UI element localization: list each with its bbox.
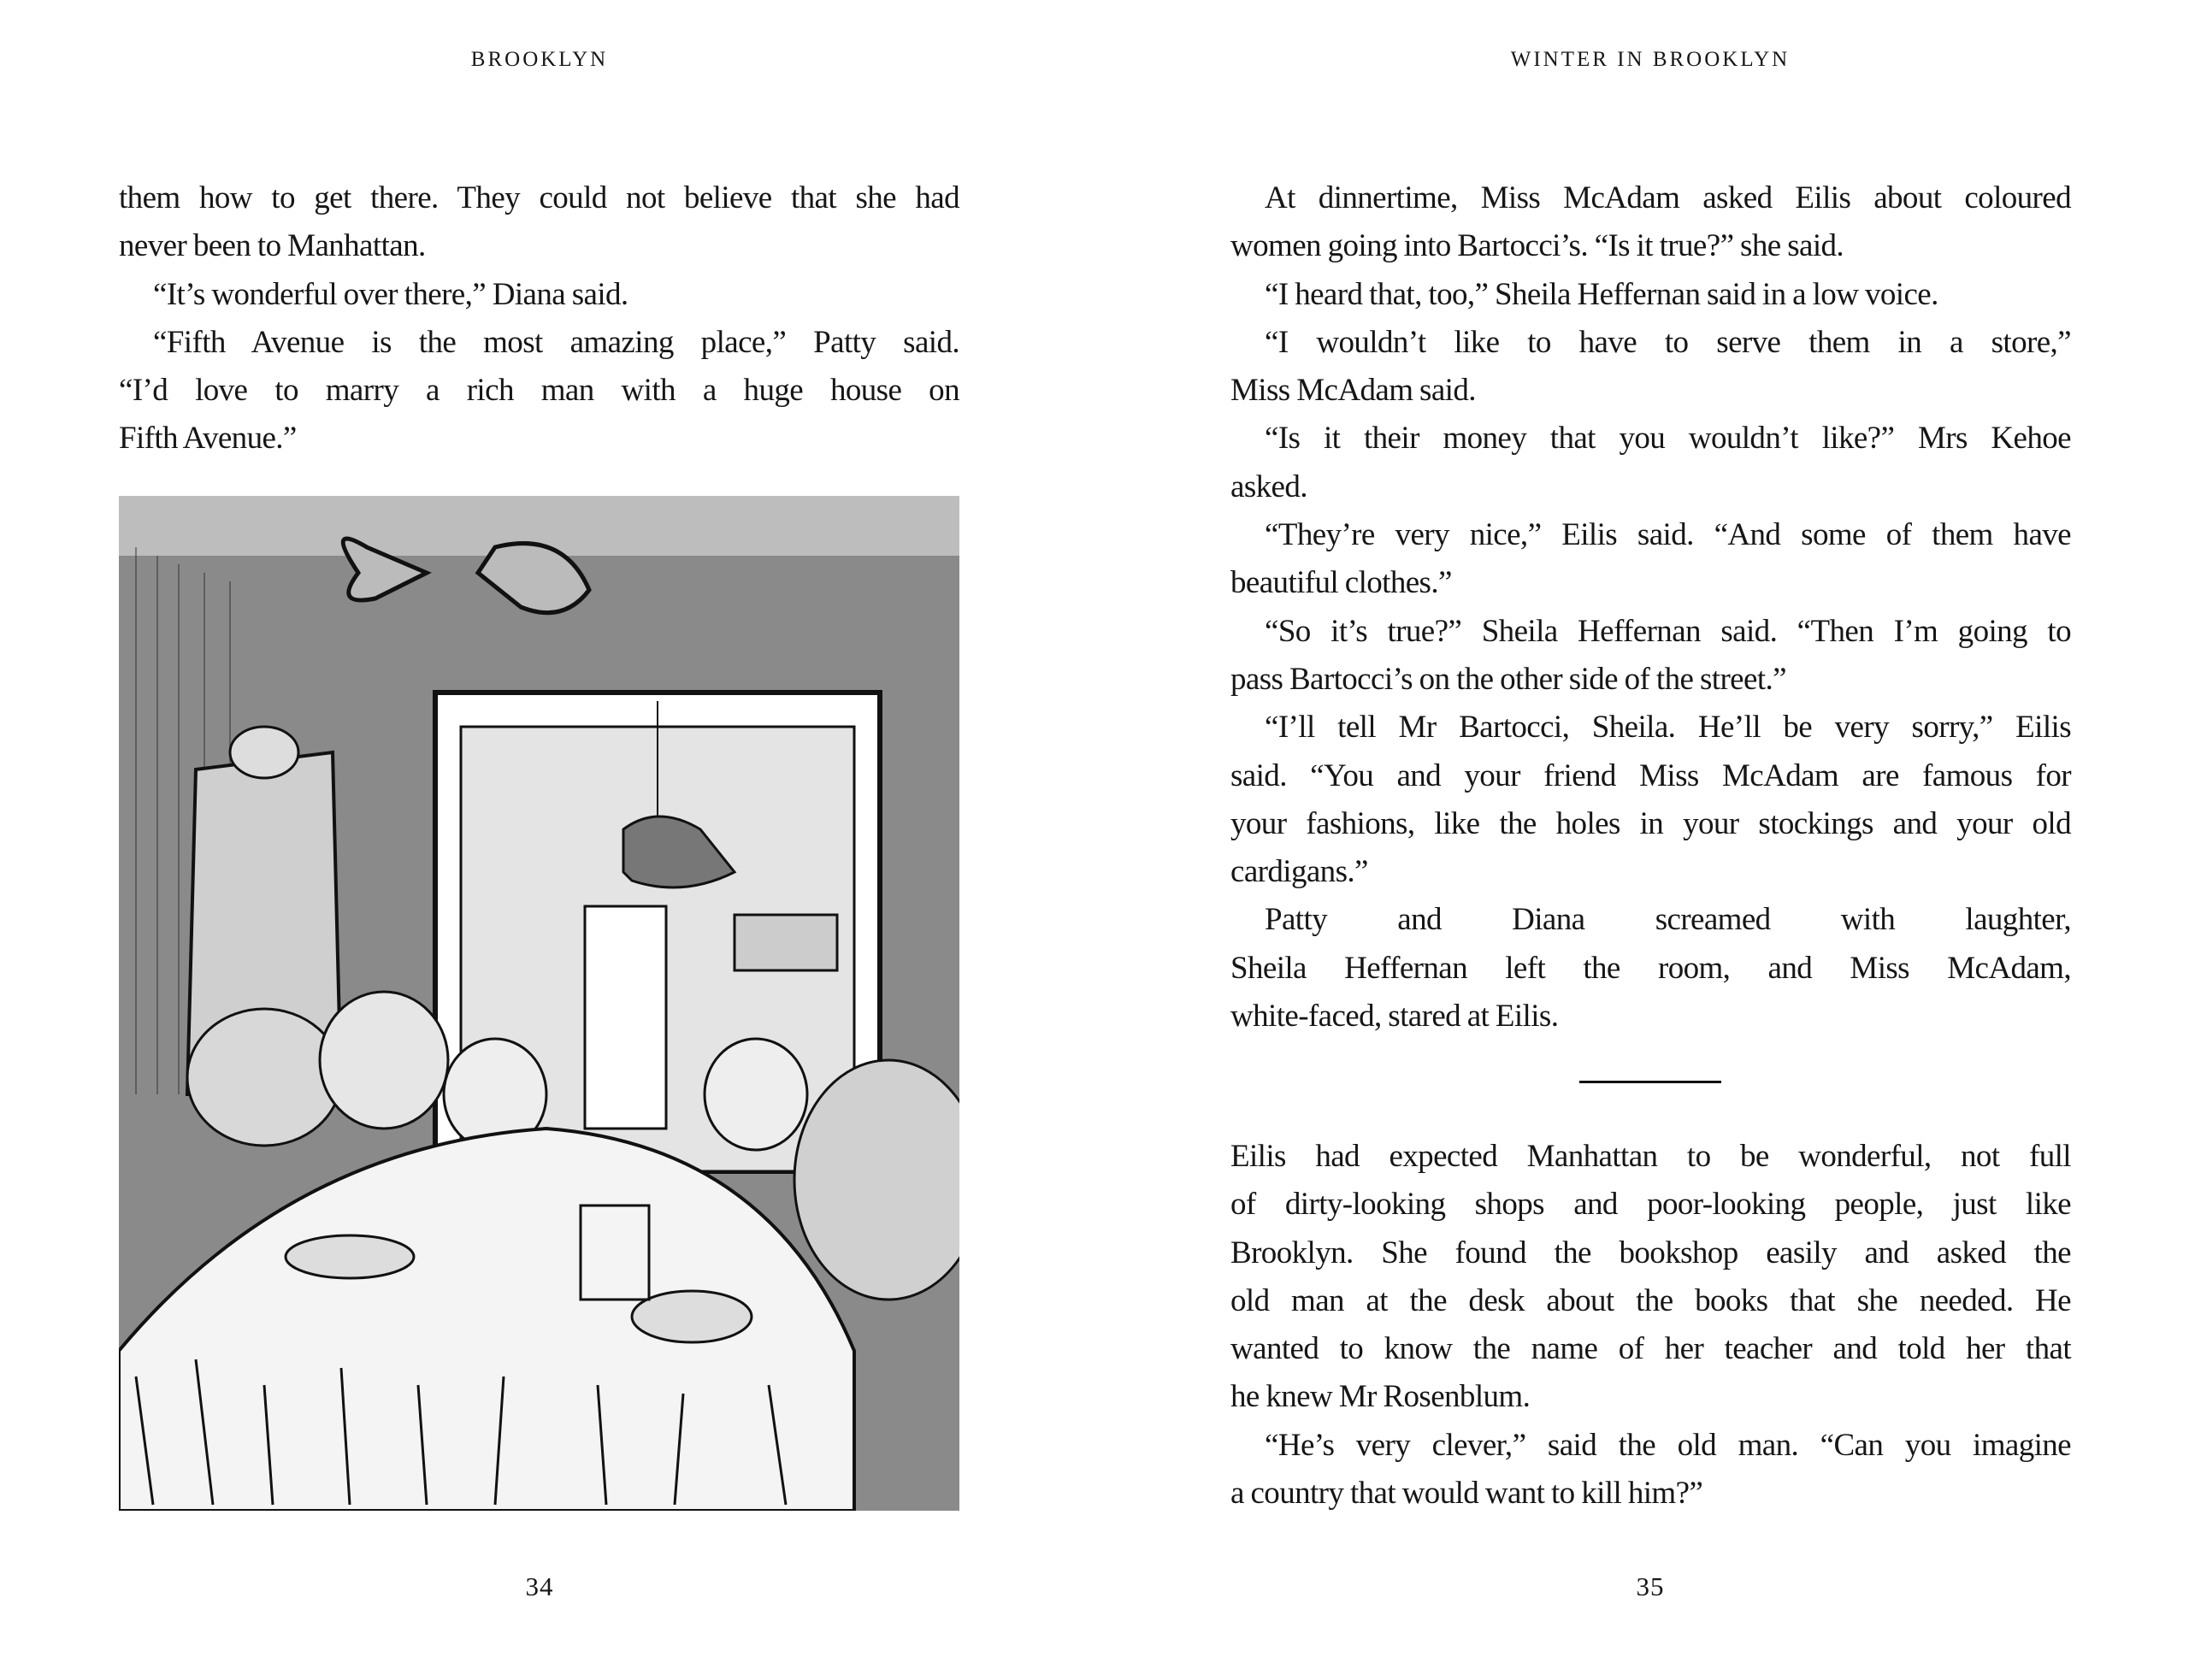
text-line: Fifth Avenue.” xyxy=(119,421,297,457)
text-line: never been to Manhattan. xyxy=(119,228,426,264)
text-line: your fashions, like the holes in your stockings and your old xyxy=(1230,805,2071,841)
text-line: of dirty-looking shops and poor-looking people, just like xyxy=(1230,1187,2071,1223)
text-line: he knew Mr Rosenblum. xyxy=(1230,1379,1531,1415)
text-line: white-faced, stared at Eilis. xyxy=(1230,999,1559,1035)
running-head-left: BROOKLYN xyxy=(470,48,609,71)
text-line: “It’s wonderful over there,” Diana said. xyxy=(153,276,628,312)
text-line: cardigans.” xyxy=(1230,854,1368,890)
paragraph xyxy=(1230,1133,2071,1422)
paragraph xyxy=(119,271,959,319)
text-line: wanted to know the name of her teacher and told her that xyxy=(1230,1331,2071,1367)
text-line: said. “You and your friend Miss McAdam are famous for xyxy=(1230,757,2071,793)
paragraph xyxy=(1230,704,2071,896)
paragraph xyxy=(1230,608,2071,704)
text-line: “They’re very nice,” Eilis said. “And some of them have xyxy=(1265,517,2071,553)
paragraph xyxy=(119,174,959,271)
paragraph xyxy=(1230,511,2071,608)
page-number-right: 35 xyxy=(1636,1571,1665,1601)
dining-room-illustration xyxy=(119,496,959,1511)
text-line: Eilis had expected Manhattan to be wonderful, not full xyxy=(1230,1139,2071,1174)
text-line: beautiful clothes.” xyxy=(1230,565,1452,601)
text-line: them how to get there. They could not believe that she had xyxy=(119,180,959,215)
text-line: women going into Bartocci’s. “Is it true?” she said. xyxy=(1230,228,1844,264)
paragraph xyxy=(1230,174,2071,271)
text-line: pass Bartocci’s on the other side of the street.” xyxy=(1230,661,1786,697)
text-line: “So it’s true?” Sheila Heffernan said. “Then I’m going to xyxy=(1265,613,2071,649)
text-line: “He’s very clever,” said the old man. “Can you imagine xyxy=(1265,1427,2071,1463)
text-line: “I wouldn’t like to have to serve them in a store,” xyxy=(1265,324,2071,360)
text-line: “Fifth Avenue is the most amazing place,” Patty said. xyxy=(153,324,959,360)
paragraph xyxy=(1230,415,2071,511)
section-break-rule xyxy=(1579,1081,1721,1083)
text-line: “I heard that, too,” Sheila Heffernan said in a low voice. xyxy=(1265,276,1938,312)
left-page-text xyxy=(119,174,959,463)
paragraph xyxy=(1230,319,2071,416)
text-line: At dinnertime, Miss McAdam asked Eilis about coloured xyxy=(1265,180,2071,215)
paragraph xyxy=(1230,271,2071,319)
right-page-text-section-1 xyxy=(1230,174,2071,1040)
paragraph xyxy=(1230,1422,2071,1518)
text-line: Brooklyn. She found the bookshop easily and asked the xyxy=(1230,1235,2071,1270)
text-line: “Is it their money that you wouldn’t like?” Mrs Kehoe xyxy=(1265,421,2071,457)
running-head-right: WINTER IN BROOKLYN xyxy=(1510,48,1791,71)
text-line: Miss McAdam said. xyxy=(1230,373,1476,409)
text-line: old man at the desk about the books that she needed. He xyxy=(1230,1282,2071,1318)
text-line: “I’d love to marry a rich man with a huge house on xyxy=(119,373,959,409)
text-line: a country that would want to kill him?” xyxy=(1230,1476,1703,1512)
page-number-left: 34 xyxy=(525,1571,554,1601)
text-line: Sheila Heffernan left the room, and Miss McAdam, xyxy=(1230,950,2071,986)
text-line: asked. xyxy=(1230,469,1307,504)
right-page-text-section-2 xyxy=(1230,1133,2071,1518)
paragraph xyxy=(1230,896,2071,1040)
paragraph xyxy=(119,319,959,463)
text-line: “I’ll tell Mr Bartocci, Sheila. He’ll be very sorry,” Eilis xyxy=(1265,710,2071,746)
text-line: Patty and Diana screamed with laughter, xyxy=(1265,902,2071,938)
